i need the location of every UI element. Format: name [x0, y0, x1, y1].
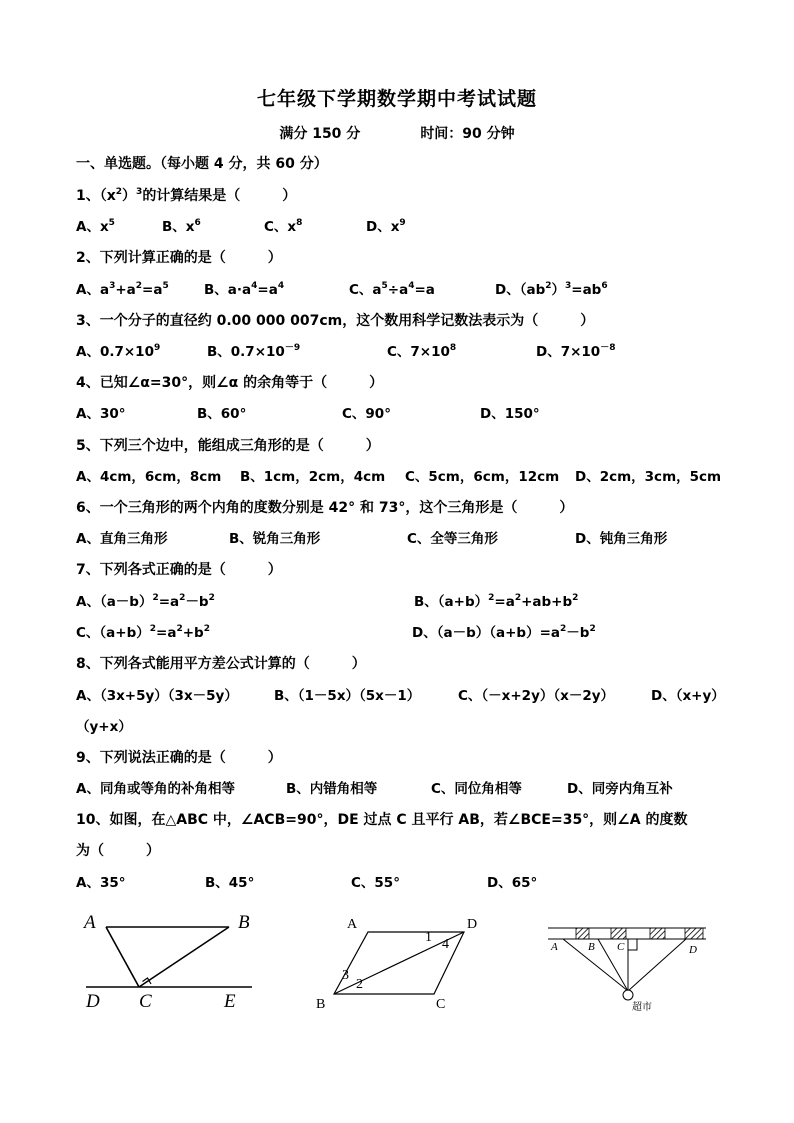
q3-option-b[interactable]: B、$0.7\times 10^{-9}$ — [207, 343, 301, 360]
q2-option-b[interactable]: B、$a\cdot a^4=a^4$ — [204, 281, 285, 298]
q5-option-c[interactable]: C、5cm，6cm，12cm — [405, 469, 560, 485]
question-3: 3、一个分子的直径约 0.00 000 007cm，这个数用科学记数法表示为（ ） — [76, 313, 595, 329]
figure-2-labels — [316, 917, 477, 1012]
exam-time: 时间：90 分钟 — [420, 126, 515, 142]
label-c: C — [436, 997, 446, 1012]
question-10-continued: 为（ ） — [76, 843, 160, 859]
q7-option-d[interactable]: D、$(a-b)(a+b)=a^2-b^2$ — [412, 624, 596, 641]
angle-2: 2 — [356, 977, 363, 992]
label-d: D — [689, 944, 697, 956]
q8-option-a[interactable]: A、（3x+5y）（3x－5y） — [76, 688, 238, 704]
angle-4: 4 — [442, 937, 449, 952]
question-10: 10、如图，在△ABC 中，∠ACB=90°，DE 过点 C 且平行 AB，若∠BCE=35°，则∠A 的度数 — [76, 812, 688, 828]
question-9: 9、下列说法正确的是（ ） — [76, 750, 282, 766]
q3-option-a[interactable]: A、$0.7\times 10^9$ — [76, 343, 161, 360]
q7-option-c[interactable]: C、$(a+b)^2=a^2+b^2$ — [76, 624, 210, 641]
q6-option-a[interactable]: A、直角三角形 — [76, 531, 168, 547]
question-7: 7、下列各式正确的是（ ） — [76, 562, 282, 578]
q1-option-b[interactable]: B、$x^6$ — [162, 218, 201, 235]
q10-option-a[interactable]: A、35° — [76, 875, 126, 891]
q9-option-a[interactable]: A、同角或等角的补角相等 — [76, 781, 235, 797]
path-a — [563, 939, 628, 991]
q4-option-b[interactable]: B、60° — [197, 406, 247, 422]
label-c: C — [139, 991, 152, 1012]
right-angle-mark — [143, 978, 152, 984]
label-a: A — [84, 912, 96, 933]
question-8: 8、下列各式能用平方差公式计算的（ ） — [76, 656, 366, 672]
angle-1: 1 — [425, 930, 432, 945]
label-a: A — [551, 941, 558, 953]
label-b: B — [316, 997, 326, 1012]
figure-1-labels — [82, 912, 250, 1012]
q8-option-c[interactable]: C、（－x+2y）（x－2y） — [458, 688, 615, 704]
supermarket-point — [623, 990, 633, 1000]
q10-option-b[interactable]: B、45° — [205, 875, 255, 891]
q5-option-d[interactable]: D、2cm，3cm，5cm — [575, 469, 722, 485]
question-2: 2、下列计算正确的是（ ） — [76, 250, 282, 266]
section-heading: 一、单选题。（每小题 4 分，共 60 分） — [76, 156, 328, 172]
q9-option-c[interactable]: C、同位角相等 — [431, 781, 522, 797]
exam-meta — [0, 123, 794, 143]
segment-ac — [106, 927, 139, 987]
figure-3-labels — [550, 941, 697, 956]
figure-1-triangle — [86, 927, 252, 987]
segment-bc — [139, 927, 229, 987]
label-b: B — [238, 912, 250, 933]
page-title: 七年级下学期数学期中考试试题 — [256, 88, 537, 110]
q8-option-d-continued: （y+x） — [76, 719, 132, 735]
label-d: D — [467, 917, 478, 932]
label-d: D — [86, 991, 100, 1012]
label-c: C — [617, 941, 625, 953]
q1-option-c[interactable]: C、$x^8$ — [264, 218, 303, 235]
q4-option-c[interactable]: C、90° — [342, 406, 391, 422]
question-5: 5、下列三个边中，能组成三角形的是（ ） — [76, 438, 380, 454]
q1-option-d[interactable]: D、$x^9$ — [366, 218, 406, 235]
q8-option-d[interactable]: D、（x+y） — [651, 688, 725, 704]
q6-option-d[interactable]: D、钝角三角形 — [575, 531, 668, 547]
q9-option-d[interactable]: D、同旁内角互补 — [567, 781, 673, 797]
path-b — [598, 939, 628, 991]
q7-option-b[interactable]: B、$(a+b)^2=a^2+ab+b^2$ — [414, 593, 579, 610]
full-score: 满分 150 分 — [279, 126, 361, 142]
q5-option-a[interactable]: A、4cm，6cm，8cm — [76, 469, 222, 485]
question-6: 6、一个三角形的两个内角的度数分别是 42° 和 73°，这个三角形是（ ） — [76, 500, 574, 516]
q2-option-d[interactable]: D、$(ab^2)^3=ab^6$ — [495, 281, 608, 298]
q6-option-c[interactable]: C、全等三角形 — [407, 531, 498, 547]
parallelogram-abcd — [334, 932, 464, 994]
figure-2-parallelogram — [334, 932, 464, 994]
q4-option-a[interactable]: A、30° — [76, 406, 126, 422]
diagonal-bd — [334, 932, 464, 994]
label-a: A — [347, 917, 358, 932]
q2-option-c[interactable]: C、$a^5\div a^4=a$ — [349, 281, 435, 298]
right-angle-mark — [628, 939, 637, 950]
q6-option-b[interactable]: B、锐角三角形 — [229, 531, 321, 547]
path-d — [628, 939, 686, 991]
question-4: 4、已知∠α=30°，则∠α 的余角等于（ ） — [76, 375, 384, 391]
label-b: B — [588, 941, 595, 953]
q5-option-b[interactable]: B、1cm，2cm，4cm — [240, 469, 386, 485]
q3-option-d[interactable]: D、$7\times 10^{-8}$ — [536, 343, 616, 360]
label-e: E — [224, 991, 236, 1012]
angle-3: 3 — [342, 968, 349, 983]
q9-option-b[interactable]: B、内错角相等 — [286, 781, 378, 797]
q10-option-d[interactable]: D、65° — [487, 875, 538, 891]
q2-option-a[interactable]: A、$a^3+a^2=a^5$ — [76, 281, 169, 298]
q3-option-c[interactable]: C、$7\times 10^8$ — [387, 343, 457, 360]
q7-option-a[interactable]: A、$(a-b)^2=a^2-b^2$ — [76, 593, 215, 610]
q10-option-c[interactable]: C、55° — [351, 875, 400, 891]
q8-option-b[interactable]: B、（1－5x）（5x－1） — [274, 688, 421, 704]
q1-option-a[interactable]: A、$x^5$ — [76, 218, 115, 235]
supermarket-label: 超市 — [632, 1002, 652, 1013]
question-1: 1、$(x^2)^3$的计算结果是（ ） — [76, 187, 297, 204]
q4-option-d[interactable]: D、150° — [480, 406, 540, 422]
figure-3-road — [548, 928, 706, 1000]
